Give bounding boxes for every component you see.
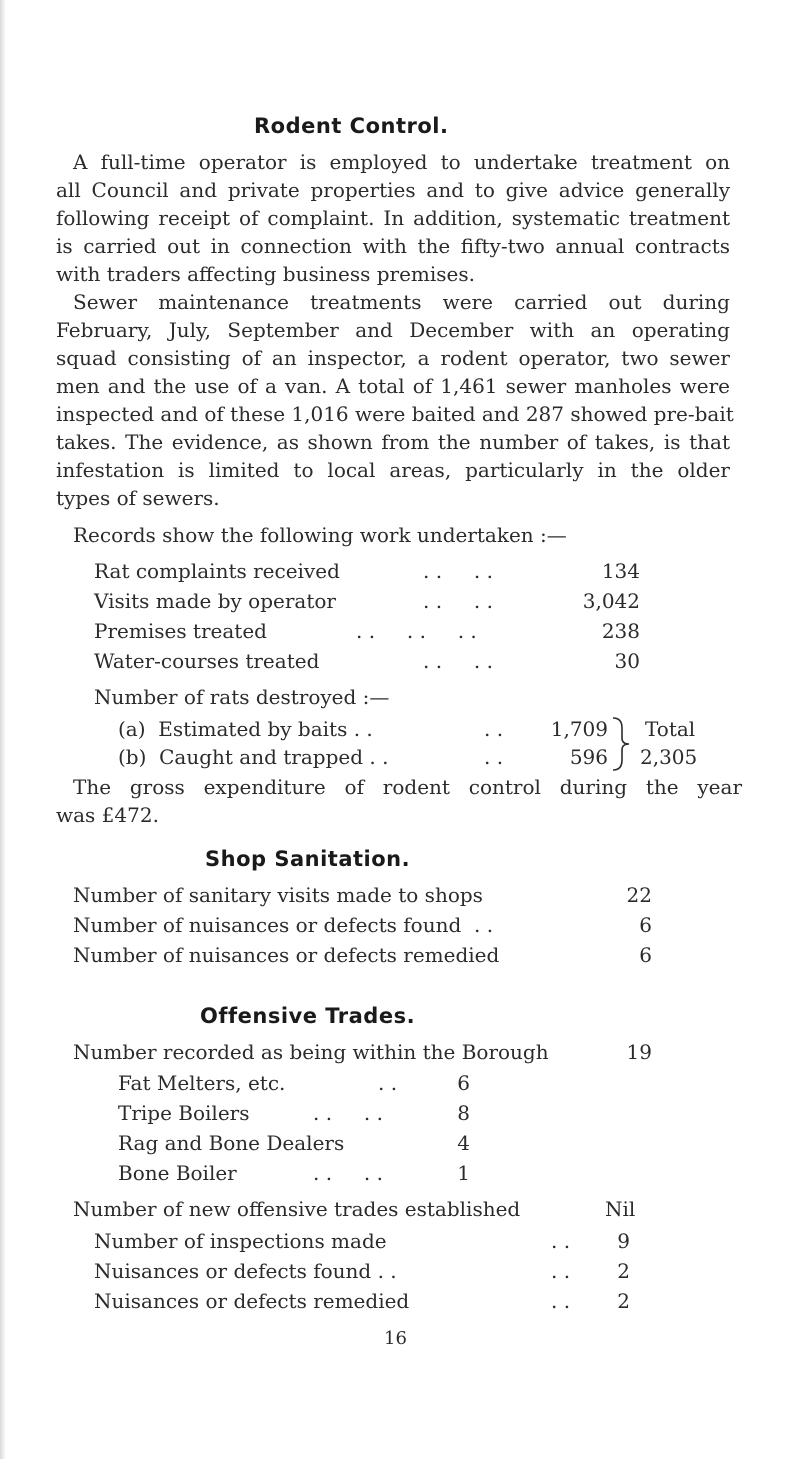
rats-intro: Number of rats destroyed :— bbox=[94, 685, 390, 709]
offensive-heading: Offensive Trades. bbox=[200, 1004, 416, 1028]
total-value: 2,305 bbox=[640, 745, 698, 769]
expenditure-line: was £472. bbox=[56, 803, 159, 827]
borough-value: 19 bbox=[626, 1040, 652, 1064]
page-edge-shadow bbox=[0, 0, 6, 1459]
rodent-heading: Rodent Control. bbox=[254, 114, 449, 138]
shop-heading: Shop Sanitation. bbox=[205, 847, 411, 871]
records-intro: Records show the following work undertaken :— bbox=[73, 523, 567, 547]
new-trades-label: Number of new offensive trades established bbox=[73, 1197, 521, 1221]
total-label: Total bbox=[645, 717, 696, 741]
new-trades-value: Nil bbox=[605, 1197, 636, 1221]
borough-label: Number recorded as being within the Borough bbox=[73, 1040, 549, 1064]
curly-brace-icon bbox=[610, 716, 632, 772]
expenditure-line: The gross expenditure of rodent control during the year bbox=[73, 775, 742, 799]
page-number: 16 bbox=[384, 1328, 407, 1349]
